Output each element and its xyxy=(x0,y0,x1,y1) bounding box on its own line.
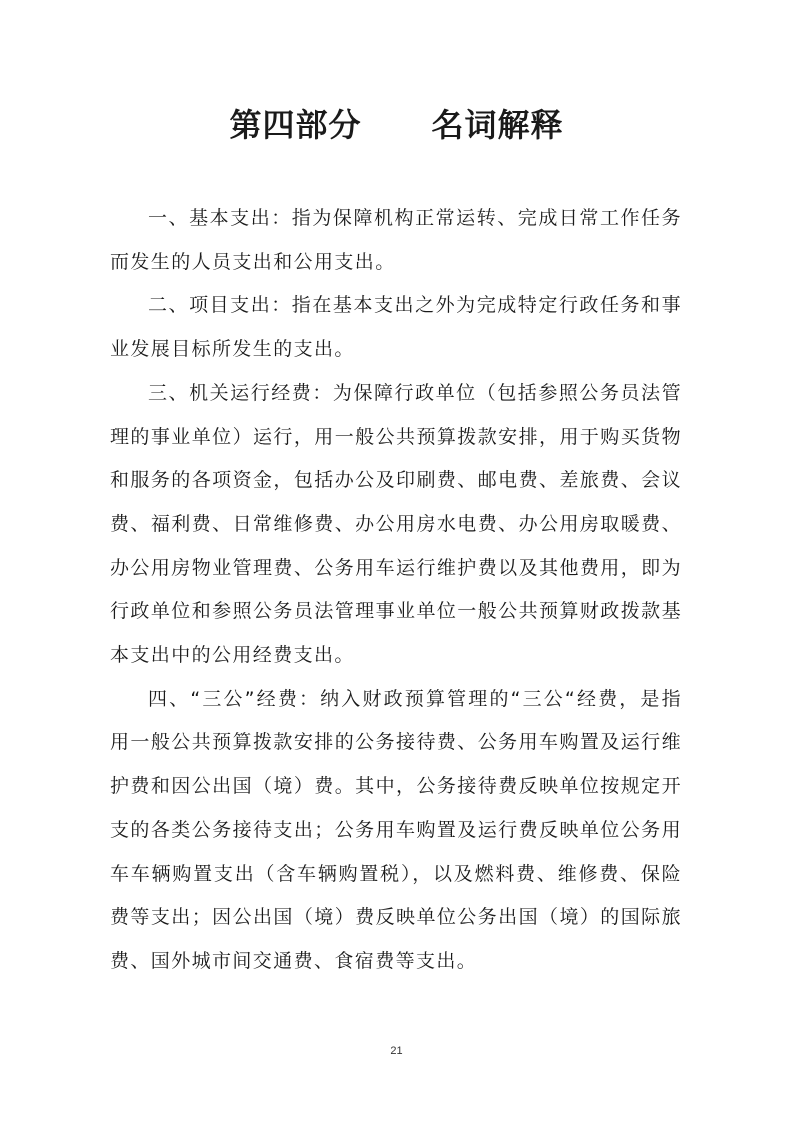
paragraph-three-public-expenses: 四、“三公”经费：纳入财政预算管理的“三公“经费，是指用一般公共预算拨款安排的公务接待费、公务用车购置及运行维护费和因公出国（境）费。其中，公务接待费反映单位按规定开支的各类公务接待支出；公务用车购置及运行费反映单位公务用车车辆购置支出（含车辆购置税），以及燃料费、维修费、保险费等支出；因公出国（境）费反映单位公务出国（境）的国际旅费、国外城市间交通费、食宿费等支出。 xyxy=(110,687,682,972)
title-name: 名词解释 xyxy=(431,106,564,144)
paragraph-operating-expenses: 三、机关运行经费：为保障行政单位（包括参照公务员法管理的事业单位）运行，用一般公共预算拨款安排，用于购买货物和服务的各项资金，包括办公及印刷费、邮电费、差旅费、会议费、福利费、日常维修费、办公用房水电费、办公用房取暖费、办公用房物业管理费、公务用车运行维护费以及其他费用，即为行政单位和参照公务员法管理事业单位一般公共预算财政拨款基本支出中的公用经费支出。 xyxy=(110,381,682,667)
document-body xyxy=(110,197,682,984)
title-part: 第四部分 xyxy=(229,106,362,144)
paragraph-basic-expenditure: 一、基本支出：指为保障机构正常运转、完成日常工作任务而发生的人员支出和公用支出。 xyxy=(110,207,682,273)
page-title xyxy=(0,100,793,146)
page-number: 21 xyxy=(390,1045,403,1057)
paragraph-project-expenditure: 二、项目支出：指在基本支出之外为完成特定行政任务和事业发展目标所发生的支出。 xyxy=(110,294,682,361)
